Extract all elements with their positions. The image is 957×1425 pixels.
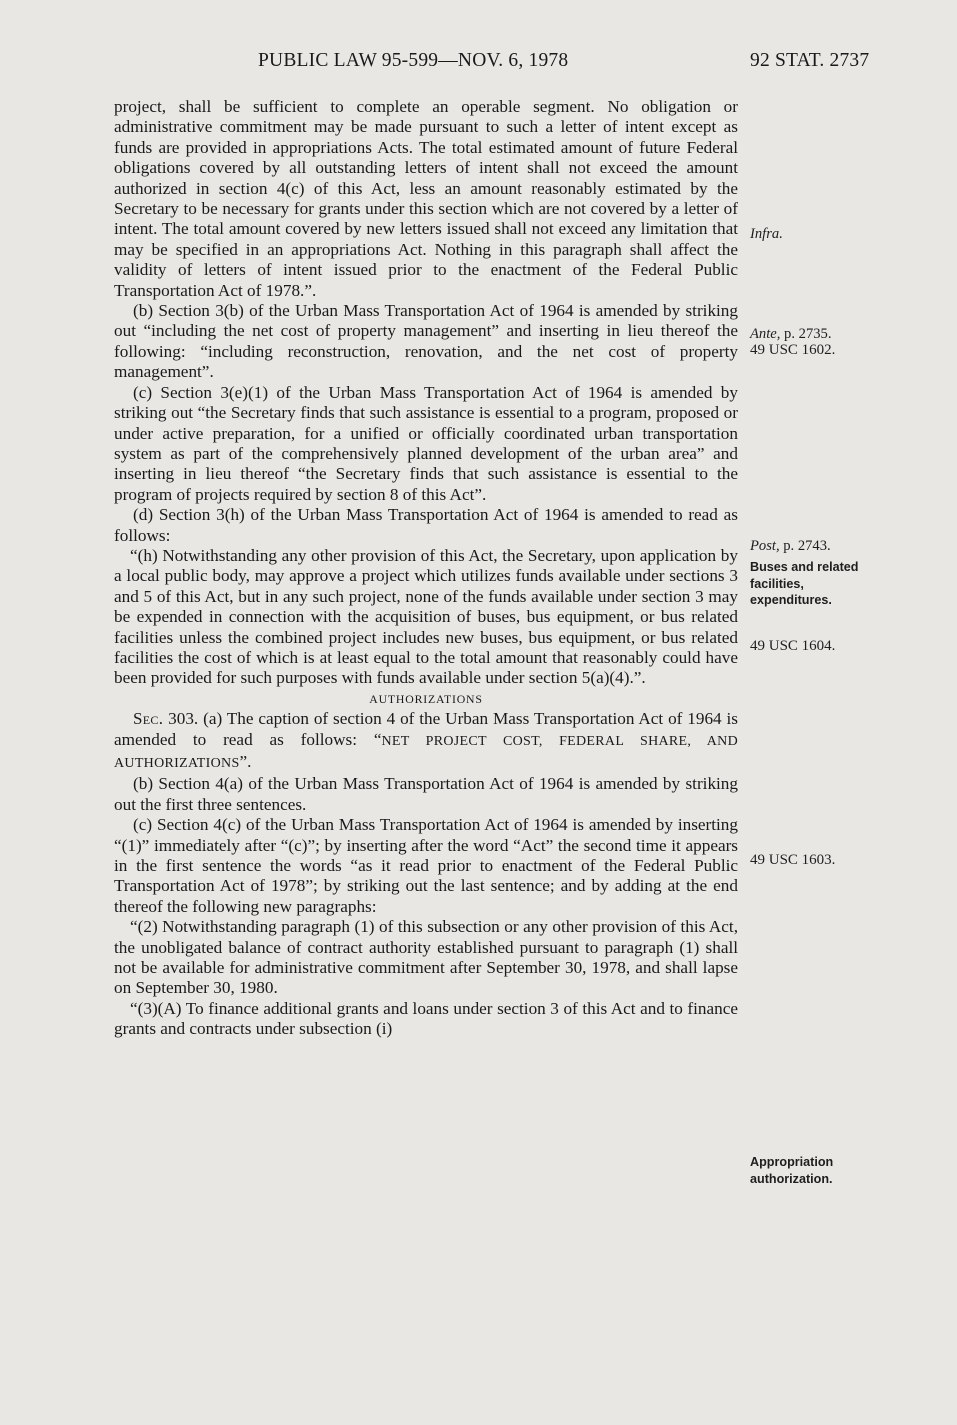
paragraph-c-section-3e: (c) Section 3(e)(1) of the Urban Mass Transportation Act of 1964 is amended by striking out “the Secretary finds that such assistance is essential to a program, proposed or under active preparation, for a unified or officially coordinated urban transportation system as part of the comprehensively planned development of the urban area” and inserting in lieu thereof “the Secretary finds that such assistance is essential to the program of projects required by section 8 of this Act”.: [114, 382, 738, 504]
running-title: PUBLIC LAW 95-599—NOV. 6, 1978: [258, 50, 569, 71]
margin-note-appropriation: Appropriation authorization.: [750, 1155, 834, 1186]
section-303-a: [114, 709, 738, 774]
margin-note-buses: Buses and related facilities, expenditures.: [750, 560, 859, 607]
caption-caps: NET PROJECT COST, FEDERAL SHARE, AND AUTHORIZATIONS: [114, 733, 738, 771]
quoted-paragraph-2: “(2) Notwithstanding paragraph (1) of this subsection or any other provision of this Act, the unobligated balance of contract authority established pursuant to paragraph (1) shall not be available for administrative commitment after September 30, 1978, and shall lapse on September 30, 1980.: [114, 917, 738, 998]
section-303-a-end: ”.: [239, 752, 252, 771]
quoted-subsection-h: “(h) Notwithstanding any other provision of this Act, the Secretary, upon application by a local public body, may approve a project which utilizes funds available under sections 3 and 5 of this Act, but in any such project, none of the funds available under section 3 may be expended in connection with the acquisition of buses, bus equipment, or bus related facilities unless the combined project includes new buses, bus equipment, or bus related facilities the cost of which is at least equal to the total amount that reasonably could have been provided for such purposes with funds available under section 5(a)(4).”.: [114, 545, 738, 688]
margin-note-49-usc-1603: 49 USC 1603.: [750, 852, 836, 868]
statute-page-number: 92 STAT. 2737: [750, 50, 870, 71]
section-303-b: (b) Section 4(a) of the Urban Mass Transportation Act of 1964 is amended by striking out the first three sentences.: [114, 774, 738, 814]
paragraph-continuation: project, shall be sufficient to complete an operable segment. No obligation or administrative commitment may be made pursuant to such a letter of intent except as funds are provided in appropriations Acts. The total estimated amount of future Federal obligations covered by all outstanding letters of intent shall not exceed the amount authorized in section 4(c) of this Act, less an amount reasonably estimated by the Secretary to be necessary for grants under this section which are not covered by a letter of intent. The total amount covered by new letters issued shall not exceed any limitation that may be specified in an appropriations Act. Nothing in this paragraph shall affect the validity of letters of intent issued prior to the enactment of the Federal Public Transportation Act of 1978.”.: [114, 97, 738, 300]
quoted-paragraph-3a: “(3)(A) To finance additional grants and loans under section 3 of this Act and to finance grants and contracts under subsection (i): [114, 998, 738, 1039]
margin-note-49-usc-1602: 49 USC 1602.: [750, 342, 836, 358]
margin-note-infra: Infra.: [750, 226, 783, 242]
section-303-a-text: 303. (a) The caption of section 4 of the Urban Mass Transportation Act of 1964 is amended to read as follows: “: [114, 709, 738, 749]
body-text: [114, 97, 738, 1040]
margin-note-post: Post, p. 2743.: [750, 538, 831, 554]
paragraph-d-section-3h: (d) Section 3(h) of the Urban Mass Transportation Act of 1964 is amended to read as follows:: [114, 505, 738, 545]
margin-note-49-usc-1604: 49 USC 1604.: [750, 638, 836, 654]
section-303-c: (c) Section 4(c) of the Urban Mass Transportation Act of 1964 is amended by inserting “(1)” immediately after “(c)”; by inserting after the word “Act” the second time it appears in the first sentence the words “as it read prior to enactment of the Federal Public Transportation Act of 1978”; by striking out the last sentence; and by adding at the end thereof the following new paragraphs:: [114, 815, 738, 916]
page-header: [0, 50, 957, 74]
margin-note-ante: Ante, p. 2735.: [750, 326, 832, 342]
sec-label: Sec.: [133, 709, 164, 729]
section-heading: AUTHORIZATIONS: [369, 691, 483, 706]
paragraph-b-section-3b: (b) Section 3(b) of the Urban Mass Transportation Act of 1964 is amended by striking out “including the net cost of property management” and inserting in lieu thereof the following: “including reconstruction, renovation, and the net cost of property management”.: [114, 301, 738, 382]
